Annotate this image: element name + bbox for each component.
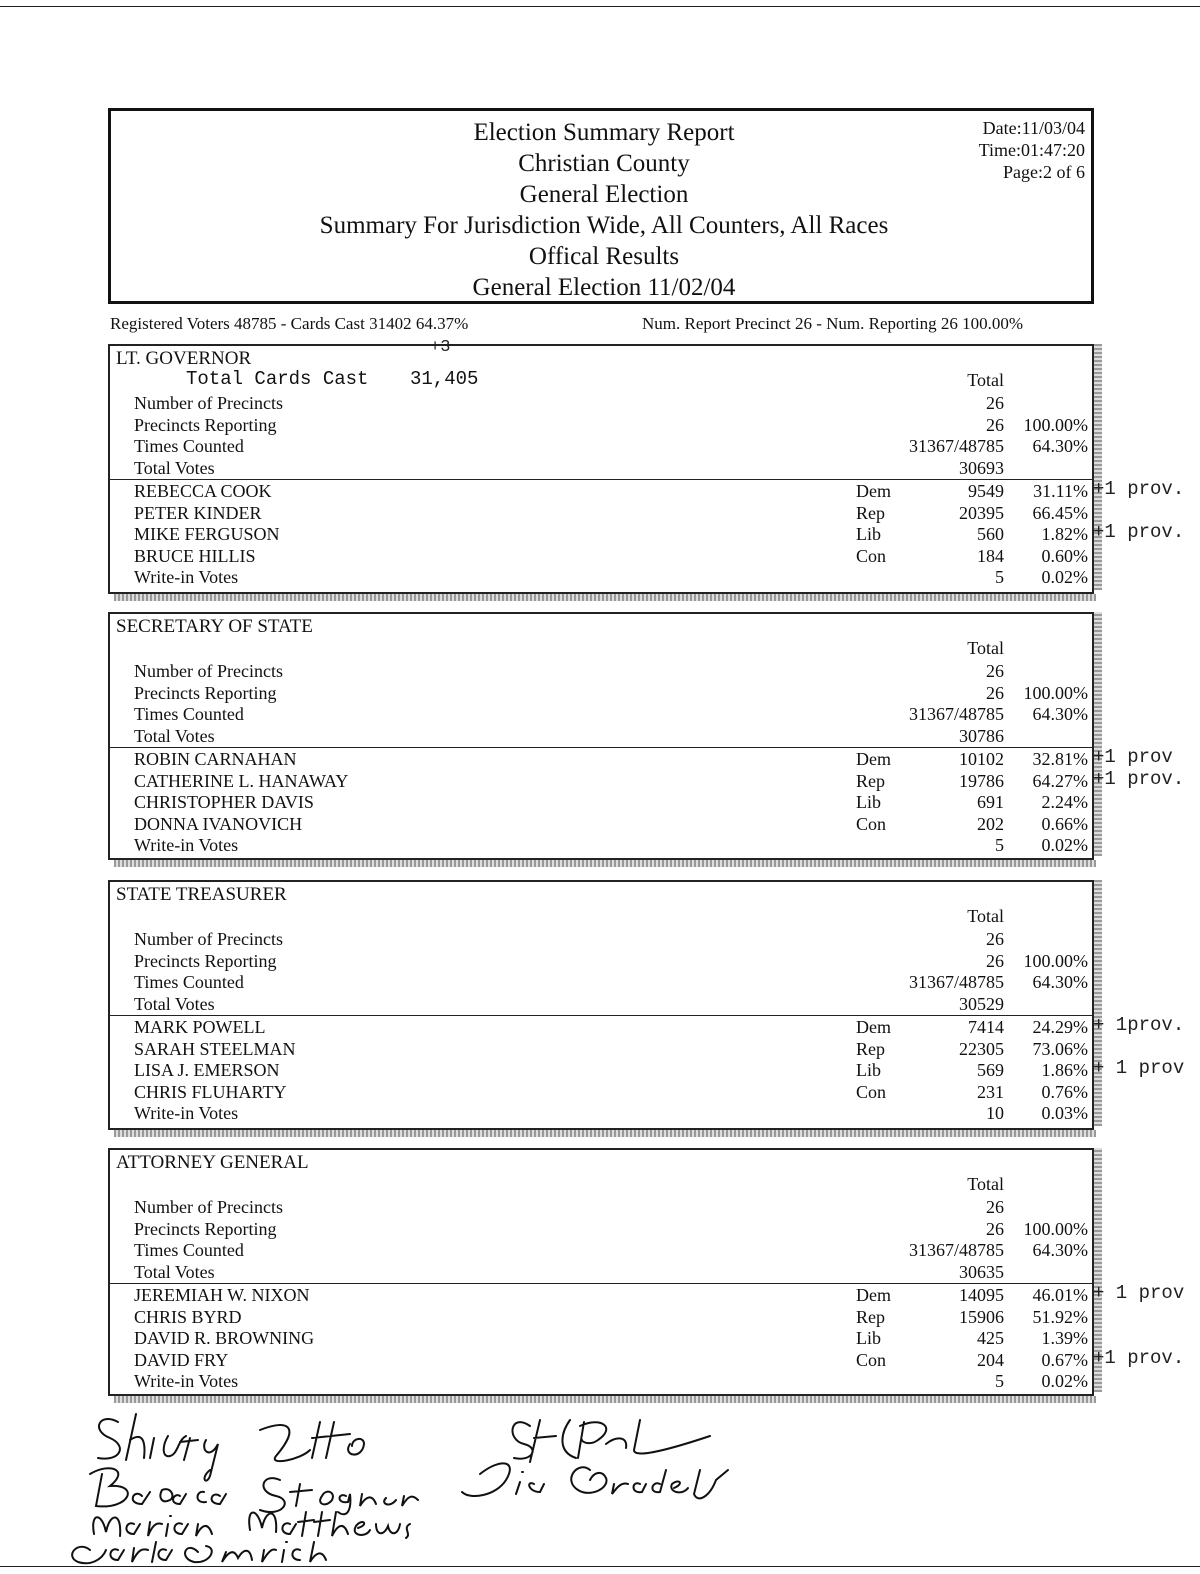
stat-percent: 64.30% — [1032, 972, 1088, 992]
candidate-name: MIKE FERGUSON — [134, 524, 280, 544]
candidate-name: ROBIN CARNAHAN — [134, 749, 297, 769]
stat-label: Precincts Reporting — [134, 1218, 277, 1239]
race-secretary-of-state — [108, 612, 1094, 860]
candidate-percent: 0.66% — [1041, 813, 1088, 834]
candidate-percent: 1.82% — [1041, 524, 1088, 544]
candidate-party: Dem — [856, 1285, 891, 1305]
candidate-votes: 5 — [995, 1371, 1004, 1391]
candidate-percent: 0.60% — [1041, 545, 1088, 566]
stat-label: Number of Precincts — [134, 661, 283, 681]
election-date: General Election 11/02/04 — [472, 274, 736, 301]
stat-label: Precincts Reporting — [134, 414, 277, 435]
header-meta — [979, 117, 1085, 183]
candidate-row — [110, 1284, 1092, 1306]
candidate-row — [110, 1327, 1092, 1349]
candidate-party: Con — [856, 545, 887, 566]
precinct-reporting-summary: Num. Report Precinct 26 - Num. Reporting 26 100.00% — [642, 314, 1024, 333]
times-counted-row — [110, 971, 1092, 993]
candidate-votes: 425 — [977, 1328, 1004, 1348]
stat-value: 30635 — [959, 1261, 1004, 1282]
provisional-note: + 1prov. — [1093, 1014, 1185, 1036]
number-of-precincts-row — [110, 1196, 1092, 1218]
report-time: Time:01:47:20 — [978, 140, 1085, 160]
report-title: Election Summary Report — [473, 119, 735, 146]
total-column-header: Total — [967, 906, 1004, 926]
candidate-party: Lib — [856, 1060, 881, 1080]
box-shadow-bottom — [114, 860, 1096, 867]
stat-label: Number of Precincts — [134, 393, 283, 413]
race-attorney-general — [108, 1148, 1094, 1396]
stat-percent: 100.00% — [1023, 682, 1088, 703]
candidate-row — [110, 748, 1092, 770]
candidate-name: CATHERINE L. HANAWAY — [134, 770, 349, 791]
stat-label: Precincts Reporting — [134, 682, 277, 703]
candidate-votes: 7414 — [968, 1017, 1004, 1037]
stat-value: 26 — [986, 950, 1004, 971]
signature-marian-matthews — [93, 1512, 410, 1538]
race-state-treasurer — [108, 880, 1094, 1130]
candidate-percent: 66.45% — [1032, 502, 1088, 523]
stat-label: Total Votes — [134, 1261, 215, 1282]
stat-value: 31367/48785 — [908, 1240, 1004, 1260]
signature-barbara-stogner — [90, 1468, 418, 1514]
candidate-votes: 9549 — [968, 481, 1004, 501]
candidate-name: PETER KINDER — [134, 502, 262, 523]
candidate-row — [110, 1016, 1092, 1038]
candidate-row — [110, 813, 1092, 835]
total-cards-cast-value: 31,405 — [410, 368, 479, 390]
candidate-percent: 1.86% — [1041, 1060, 1088, 1080]
number-of-precincts-row — [110, 928, 1092, 950]
stat-percent: 100.00% — [1023, 414, 1088, 435]
candidate-votes: 5 — [995, 567, 1004, 587]
header-titles — [111, 117, 1097, 303]
stat-value: 31367/48785 — [908, 972, 1004, 992]
signature-shirley-lotto — [98, 1414, 364, 1481]
stat-value: 26 — [986, 661, 1004, 681]
candidate-party: Rep — [856, 502, 885, 523]
stat-value: 26 — [986, 414, 1004, 435]
candidate-votes: 560 — [977, 524, 1004, 544]
candidate-percent: 0.67% — [1041, 1349, 1088, 1370]
stat-value: 26 — [986, 1218, 1004, 1239]
candidate-row — [110, 1038, 1092, 1060]
candidate-votes: 10102 — [959, 749, 1004, 769]
candidate-name: CHRIS FLUHARTY — [134, 1081, 287, 1102]
signature-carla-emrich — [72, 1542, 326, 1563]
candidate-row — [110, 502, 1092, 524]
candidate-name: CHRISTOPHER DAVIS — [134, 792, 314, 812]
candidate-name: Write-in Votes — [134, 1103, 239, 1123]
candidate-votes: 14095 — [959, 1285, 1004, 1305]
provisional-note: +1 prov. — [1093, 478, 1185, 500]
candidate-name: REBECCA COOK — [134, 481, 272, 501]
candidate-row — [110, 1370, 1092, 1392]
registered-voters-summary: Registered Voters 48785 - Cards Cast 31402 64.37% — [110, 314, 469, 333]
candidate-name: CHRIS BYRD — [134, 1306, 242, 1327]
candidate-party: Dem — [856, 481, 891, 501]
provisional-note: +1 prov. — [1093, 521, 1185, 543]
candidate-row — [110, 545, 1092, 567]
total-votes-row — [110, 1261, 1092, 1283]
total-column-header: Total — [967, 1174, 1004, 1194]
stat-value: 31367/48785 — [908, 704, 1004, 724]
candidate-name: DAVID R. BROWNING — [134, 1328, 315, 1348]
candidate-row — [110, 1081, 1092, 1103]
candidate-percent: 31.11% — [1033, 481, 1088, 501]
stat-value: 26 — [986, 929, 1004, 949]
stat-label: Number of Precincts — [134, 1197, 283, 1217]
total-votes-row — [110, 725, 1092, 747]
report-date: Date:11/03/04 — [982, 118, 1085, 138]
stat-label: Total Votes — [134, 457, 215, 478]
times-counted-row — [110, 435, 1092, 457]
provisional-note: +1 prov — [1093, 746, 1173, 768]
results-status: Offical Results — [528, 243, 680, 270]
stat-value: 26 — [986, 393, 1004, 413]
precincts-reporting-row — [110, 414, 1092, 436]
candidate-votes: 184 — [977, 545, 1004, 566]
candidate-votes: 22305 — [959, 1038, 1004, 1059]
number-of-precincts-row — [110, 392, 1092, 414]
stat-value: 31367/48785 — [908, 436, 1004, 456]
candidate-party: Lib — [856, 524, 881, 544]
race-title: LT. GOVERNOR — [116, 348, 252, 369]
box-shadow-bottom — [114, 1130, 1096, 1137]
candidate-row — [110, 1102, 1092, 1124]
candidate-votes: 20395 — [959, 502, 1004, 523]
box-shadow-right — [1094, 880, 1102, 1126]
candidate-party: Con — [856, 1349, 887, 1370]
race-title: STATE TREASURER — [116, 884, 287, 905]
provisional-note: + 1 prov — [1093, 1057, 1185, 1079]
stat-percent: 64.30% — [1032, 436, 1088, 456]
candidate-row — [110, 1349, 1092, 1371]
times-counted-row — [110, 703, 1092, 725]
candidate-name: LISA J. EMERSON — [134, 1060, 280, 1080]
candidate-percent: 51.92% — [1032, 1306, 1088, 1327]
candidate-votes: 202 — [977, 813, 1004, 834]
candidate-name: Write-in Votes — [134, 835, 239, 855]
report-header — [108, 108, 1094, 304]
bottom-rule — [0, 1566, 1200, 1567]
stat-label: Total Votes — [134, 725, 215, 746]
candidate-votes: 15906 — [959, 1306, 1004, 1327]
stat-label: Total Votes — [134, 993, 215, 1014]
candidate-row — [110, 480, 1092, 502]
total-column-header: Total — [967, 638, 1004, 658]
precincts-reporting-row — [110, 1218, 1092, 1240]
candidate-name: JEREMIAH W. NIXON — [134, 1285, 310, 1305]
precincts-reporting-row — [110, 682, 1092, 704]
candidate-row — [110, 791, 1092, 813]
total-column-header: Total — [967, 370, 1004, 390]
candidate-row — [110, 566, 1092, 588]
box-shadow-right — [1094, 344, 1102, 590]
election-name: General Election — [519, 181, 689, 208]
candidate-party: Con — [856, 1081, 887, 1102]
candidate-party: Dem — [856, 749, 891, 769]
candidate-row — [110, 770, 1092, 792]
candidate-votes: 691 — [977, 792, 1004, 812]
box-shadow-right — [1094, 612, 1102, 856]
candidate-percent: 73.06% — [1032, 1038, 1088, 1059]
candidate-percent: 0.76% — [1041, 1081, 1088, 1102]
candidate-votes: 204 — [977, 1349, 1004, 1370]
candidate-name: DAVID FRY — [134, 1349, 229, 1370]
candidate-percent: 24.29% — [1032, 1017, 1088, 1037]
candidate-votes: 231 — [977, 1081, 1004, 1102]
candidate-party: Dem — [856, 1017, 891, 1037]
candidate-name: SARAH STEELMAN — [134, 1038, 296, 1059]
candidate-row — [110, 834, 1092, 856]
signatures — [50, 1400, 770, 1566]
candidate-row — [110, 1059, 1092, 1081]
candidate-votes: 19786 — [959, 770, 1004, 791]
stat-percent: 64.30% — [1032, 704, 1088, 724]
stat-label: Times Counted — [134, 436, 244, 456]
stat-value: 26 — [986, 1197, 1004, 1217]
total-cards-cast-label: Total Cards Cast — [186, 368, 369, 390]
candidate-party: Rep — [856, 1038, 885, 1059]
total-votes-row — [110, 457, 1092, 479]
candidate-party: Lib — [856, 792, 881, 812]
candidate-name: BRUCE HILLIS — [134, 545, 256, 566]
stat-label: Times Counted — [134, 704, 244, 724]
stat-percent: 100.00% — [1023, 1218, 1088, 1239]
stat-percent: 64.30% — [1032, 1240, 1088, 1260]
candidate-row — [110, 1306, 1092, 1328]
top-rule — [0, 6, 1200, 7]
candidate-row — [110, 523, 1092, 545]
candidate-party: Rep — [856, 770, 885, 791]
number-of-precincts-row — [110, 660, 1092, 682]
summary-scope: Summary For Jurisdiction Wide, All Counters, All Races — [319, 212, 889, 239]
candidate-percent: 0.02% — [1041, 1371, 1088, 1391]
candidate-percent: 0.02% — [1041, 567, 1088, 587]
handwritten-plus3: +3 — [430, 338, 451, 357]
stat-value: 26 — [986, 682, 1004, 703]
county-name: Christian County — [518, 150, 690, 177]
stat-label: Number of Precincts — [134, 929, 283, 949]
race-title: SECRETARY OF STATE — [116, 616, 313, 637]
stat-value: 30693 — [959, 457, 1004, 478]
stat-label: Times Counted — [134, 1240, 244, 1260]
candidate-name: Write-in Votes — [134, 1371, 239, 1391]
signature-stamp-upper — [513, 1420, 710, 1462]
provisional-note: +1 prov. — [1093, 767, 1185, 790]
stat-value: 30529 — [959, 993, 1004, 1014]
race-title: ATTORNEY GENERAL — [116, 1152, 309, 1173]
signature-lisa-bradley — [462, 1463, 728, 1498]
candidate-party: Rep — [856, 1306, 885, 1327]
candidate-party: Con — [856, 813, 887, 834]
candidate-votes: 5 — [995, 835, 1004, 855]
candidate-percent: 2.24% — [1041, 792, 1088, 812]
times-counted-row — [110, 1239, 1092, 1261]
candidate-name: MARK POWELL — [134, 1017, 266, 1037]
stat-label: Precincts Reporting — [134, 950, 277, 971]
candidate-votes: 569 — [977, 1060, 1004, 1080]
stat-value: 30786 — [959, 725, 1004, 746]
page-number: Page:2 of 6 — [1003, 162, 1085, 182]
candidate-percent: 46.01% — [1032, 1285, 1088, 1305]
candidate-percent: 0.02% — [1041, 835, 1088, 855]
box-shadow-bottom — [114, 594, 1096, 601]
candidate-party: Lib — [856, 1328, 881, 1348]
candidate-votes: 10 — [986, 1103, 1004, 1123]
candidate-percent: 1.39% — [1041, 1328, 1088, 1348]
precincts-reporting-row — [110, 950, 1092, 972]
stat-percent: 100.00% — [1023, 950, 1088, 971]
stat-label: Times Counted — [134, 972, 244, 992]
total-votes-row — [110, 993, 1092, 1015]
provisional-note: +1 prov. — [1093, 1346, 1185, 1369]
candidate-name: DONNA IVANOVICH — [134, 813, 303, 834]
candidate-percent: 64.27% — [1032, 770, 1088, 791]
provisional-note: + 1 prov — [1093, 1282, 1185, 1304]
candidate-percent: 0.03% — [1041, 1103, 1088, 1123]
candidate-name: Write-in Votes — [134, 567, 239, 587]
candidate-percent: 32.81% — [1032, 749, 1088, 769]
